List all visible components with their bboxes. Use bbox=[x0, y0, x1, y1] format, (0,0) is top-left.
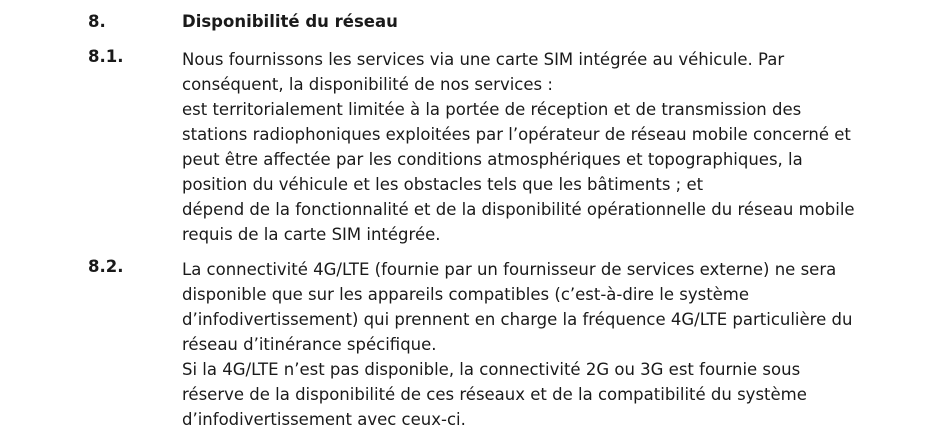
clause-body bbox=[182, 257, 872, 432]
clause-body bbox=[182, 47, 872, 247]
clause-line: stations radiophoniques exploitées par l’opérateur de réseau mobile concerné et bbox=[182, 125, 851, 144]
clause-line: dépend de la fonctionnalité et de la disponibilité opérationnelle du réseau mobile bbox=[182, 200, 855, 219]
clause-number: 8.2. bbox=[88, 257, 124, 276]
clause-number: 8.1. bbox=[88, 47, 124, 66]
section-title: Disponibilité du réseau bbox=[182, 12, 398, 31]
clause-line: d’infodivertissement avec ceux-ci. bbox=[182, 410, 466, 429]
clause-line: est territorialement limitée à la portée de réception et de transmission des bbox=[182, 100, 802, 119]
clause-line: position du véhicule et les obstacles tels que les bâtiments ; et bbox=[182, 175, 704, 194]
clause-line: réserve de la disponibilité de ces réseaux et de la compatibilité du système bbox=[182, 385, 807, 404]
clause-line: Si la 4G/LTE n’est pas disponible, la connectivité 2G ou 3G est fournie sous bbox=[182, 360, 801, 379]
clause-line: d’infodivertissement) qui prennent en charge la fréquence 4G/LTE particulière du bbox=[182, 310, 853, 329]
clause-line: peut être affectée par les conditions atmosphériques et topographiques, la bbox=[182, 150, 803, 169]
clause-line: Nous fournissons les services via une carte SIM intégrée au véhicule. Par bbox=[182, 50, 785, 69]
clause-line: disponible que sur les appareils compatibles (c’est-à-dire le système bbox=[182, 285, 750, 304]
section-number: 8. bbox=[88, 12, 106, 31]
clause-line: requis de la carte SIM intégrée. bbox=[182, 225, 441, 244]
clause-line: La connectivité 4G/LTE (fournie par un fournisseur de services externe) ne sera bbox=[182, 260, 837, 279]
clause-line: conséquent, la disponibilité de nos services : bbox=[182, 75, 553, 94]
clause-line: réseau d’itinérance spécifique. bbox=[182, 335, 437, 354]
